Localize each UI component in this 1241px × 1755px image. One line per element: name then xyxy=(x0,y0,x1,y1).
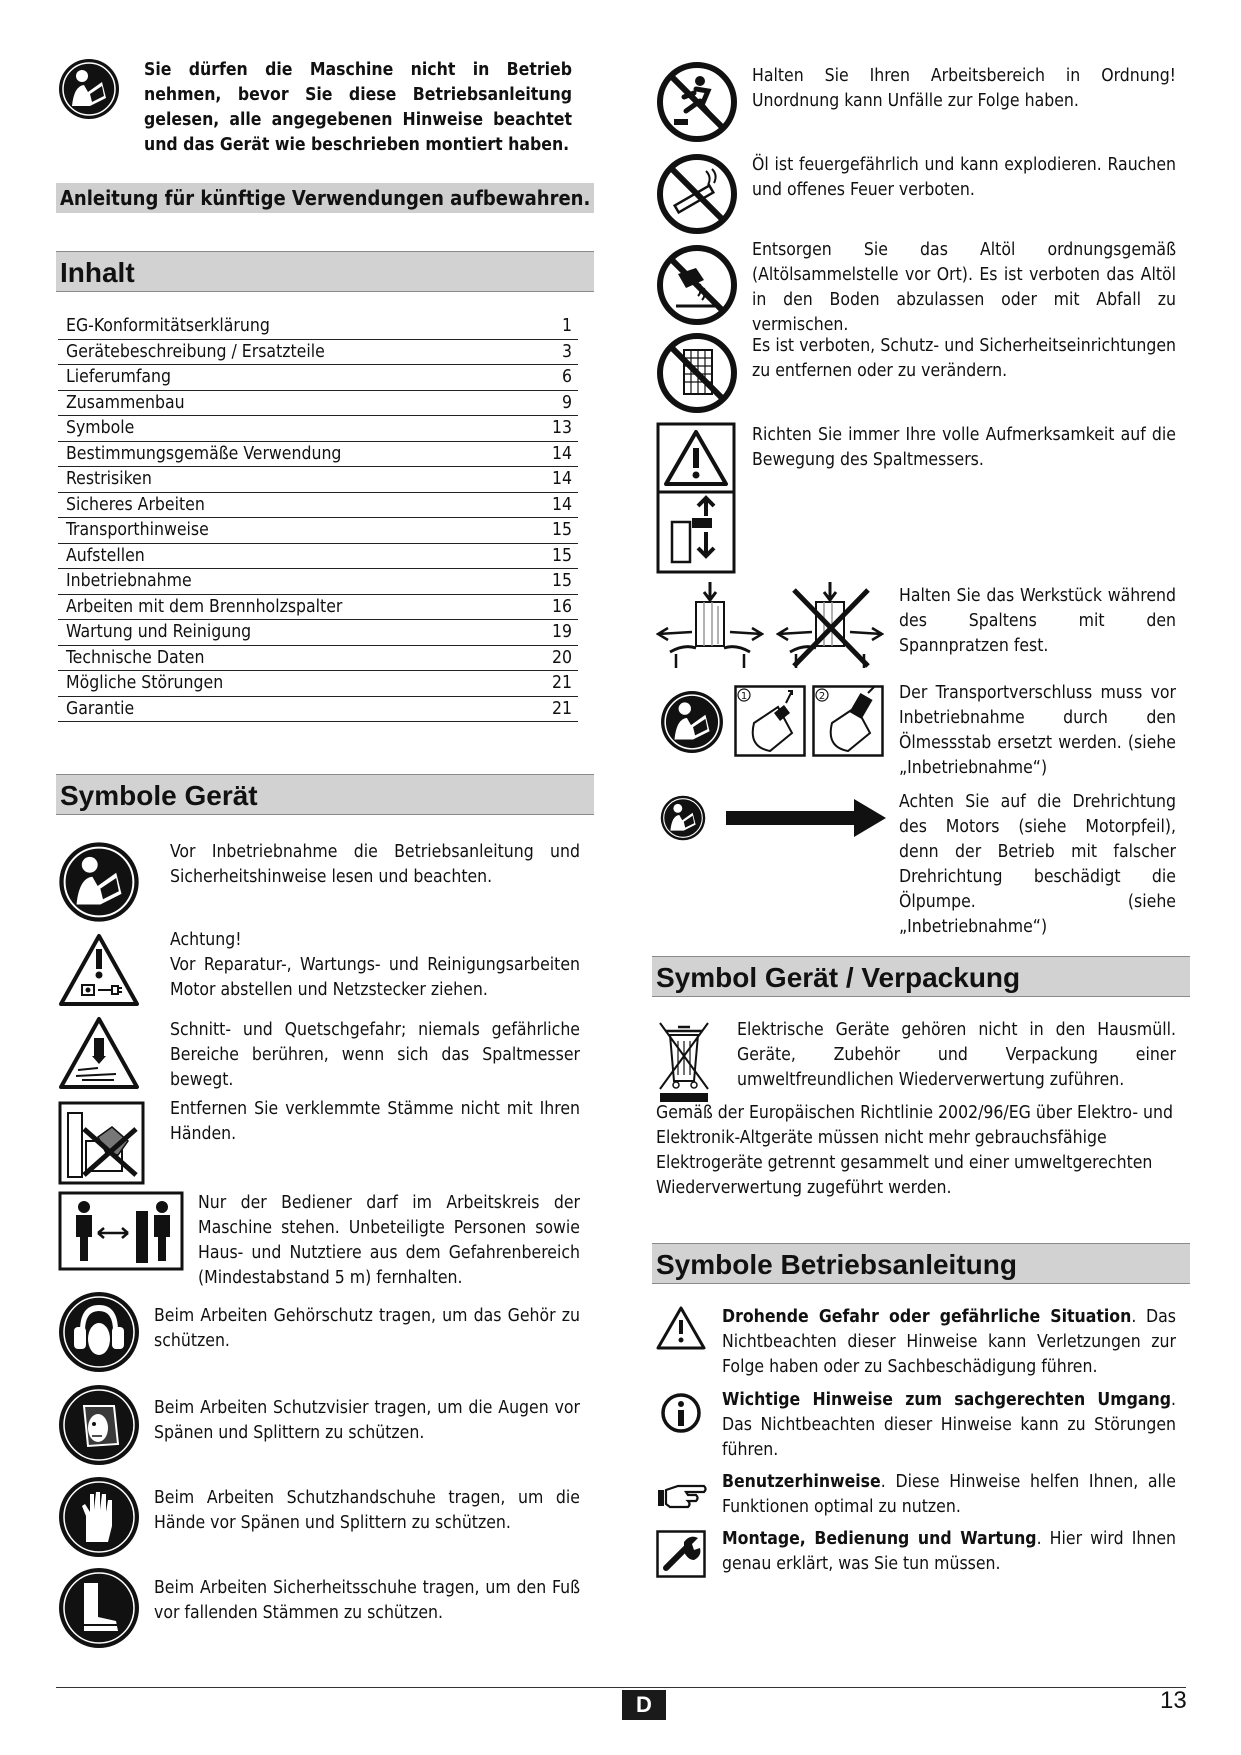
symbol-text: Vor Reparatur-, Wartungs- und Reinigungsarbeiten Motor abstellen und Netzstecker ziehen. xyxy=(170,955,580,1000)
manual-symbol-bold: Drohende Gefahr oder gefährliche Situation xyxy=(722,1307,1132,1327)
toc-page: 15 xyxy=(551,545,572,566)
weee-text: Elektrische Geräte gehören nicht in den Hausmüll. Geräte, Zubehör und Verpackung einer umweltfreundlichen Wiederverwertung zuführen. xyxy=(737,1020,1176,1090)
toc-row xyxy=(58,671,578,697)
safety-boots-icon xyxy=(58,1567,140,1649)
toc-label: Wartung und Reinigung xyxy=(66,622,252,642)
toc-page: 15 xyxy=(551,571,572,591)
manual-symbol-rest: . Diese Hinweise helfen Ihnen, alle Funktionen optimal zu nutzen. xyxy=(722,1472,1176,1517)
right-symbol-text: Öl ist feuergefährlich und kann explodieren. Rauchen und offenes Feuer verboten. xyxy=(752,155,1176,200)
toc-page: 14 xyxy=(551,443,572,464)
read-manual-icon xyxy=(58,841,140,923)
toc-page: 19 xyxy=(551,622,572,642)
right-symbol-text: Halten Sie Ihren Arbeitsbereich in Ordnung! Unordnung kann Unfälle zur Folge haben. xyxy=(752,66,1176,111)
toc-page: 3 xyxy=(561,341,572,362)
toc-label: Bestimmungsgemäße Verwendung xyxy=(66,443,342,464)
toc-label: EG-Konformitätserklärung xyxy=(66,316,270,336)
right-symbol-text: Richten Sie immer Ihre volle Aufmerksamkeit auf die Bewegung des Spaltmessers. xyxy=(752,425,1176,470)
oil-cap-step-1-icon xyxy=(734,685,806,757)
face-shield-icon xyxy=(58,1384,140,1466)
toc-row xyxy=(58,493,578,519)
toc-label: Sicheres Arbeiten xyxy=(66,494,205,515)
gloves-icon xyxy=(58,1476,140,1558)
toc-page: 9 xyxy=(561,392,572,413)
operator-distance-icon xyxy=(58,1191,184,1271)
symbol-text: Beim Arbeiten Schutzhandschuhe tragen, um die Hände vor Spänen und Splittern zu schützen. xyxy=(154,1488,580,1533)
weee-bin-icon xyxy=(656,1017,712,1103)
toc-label: Gerätebeschreibung / Ersatzteile xyxy=(66,341,325,362)
crush-hazard-icon xyxy=(58,1016,140,1090)
toc-page: 16 xyxy=(551,596,572,617)
svg-text:1: 1 xyxy=(740,691,748,702)
right-symbol-text: Der Transportverschluss muss vor Inbetriebnahme durch den Ölmessstab ersetzt werden. (siehe „Inbetriebnahme“) xyxy=(899,683,1176,778)
toc-label: Restrisiken xyxy=(66,469,152,489)
no-tripping-icon xyxy=(656,61,738,143)
verpackung-heading: Symbol Gerät / Verpackung xyxy=(652,956,1190,997)
motor-direction-arrow-icon xyxy=(726,797,886,839)
symbol-text: Nur der Bediener darf im Arbeitskreis der Maschine stehen. Unbeteiligte Personen sowie Haus- und Nutztiere aus dem Gefahrenbereich (Mindestabstand 5 m) fernhalten. xyxy=(198,1193,580,1288)
read-manual-icon xyxy=(58,58,120,120)
toc-page: 14 xyxy=(551,469,572,489)
toc-page: 14 xyxy=(551,494,572,515)
toc-label: Symbole xyxy=(66,418,135,438)
info-icon xyxy=(660,1392,702,1434)
toc-label: Inbetriebnahme xyxy=(66,571,192,591)
no-smoking-icon xyxy=(656,153,738,235)
keep-manual-note: Anleitung für künftige Verwendungen aufbewahren. xyxy=(56,183,594,213)
no-oil-dumping-icon xyxy=(656,244,738,326)
toc-row xyxy=(58,697,578,723)
toc-label: Transporthinweise xyxy=(66,520,209,540)
toc-label: Technische Daten xyxy=(66,647,205,668)
pointing-hand-icon xyxy=(656,1482,708,1512)
betriebsanleitung-heading: Symbole Betriebsanleitung xyxy=(652,1243,1190,1284)
toc-row xyxy=(58,569,578,595)
toc-row xyxy=(58,544,578,570)
toc-row xyxy=(58,442,578,468)
symbol-title: Achtung! xyxy=(170,930,242,950)
toc-label: Aufstellen xyxy=(66,545,145,566)
danger-warning-icon xyxy=(656,1306,706,1350)
manual-symbol-bold: Wichtige Hinweise zum sachgerechten Umgang xyxy=(722,1390,1171,1410)
right-symbol-text: Halten Sie das Werkstück während des Spaltens mit den Spannpratzen fest. xyxy=(899,586,1176,656)
right-symbol-text: Es ist verboten, Schutz- und Sicherheitseinrichtungen zu entfernen oder zu verändern. xyxy=(752,336,1176,381)
right-symbol-text: Achten Sie auf die Drehrichtung des Motors (siehe Motorpfeil), denn der Betrieb mit falscher Drehrichtung beschädigt die Ölpumpe. (siehe „Inbetriebnahme“) xyxy=(899,792,1176,937)
toc-page: 6 xyxy=(561,367,572,387)
toc-row xyxy=(58,416,578,442)
toc-label: Arbeiten mit dem Brennholzspalter xyxy=(66,596,343,617)
warning-unplug-icon xyxy=(58,933,140,1007)
no-one-hand-clamp-icon xyxy=(776,582,884,672)
footer-divider xyxy=(56,1687,1186,1688)
toc-row xyxy=(58,646,578,672)
manual-symbol-text xyxy=(722,1527,1176,1577)
symbol-text: Schnitt- und Quetschgefahr; niemals gefährliche Bereiche berühren, wenn sich das Spaltmesser bewegt. xyxy=(170,1020,580,1090)
no-removing-guards-icon xyxy=(656,332,738,414)
right-symbol-text: Entsorgen Sie das Altöl ordnungsgemäß (Altölsammelstelle vor Ort). Es ist verboten das Altöl in den Boden abzulassen oder mit Abfall zu vermischen. xyxy=(752,240,1176,335)
symbol-text: Vor Inbetriebnahme die Betriebsanleitung und Sicherheitshinweise lesen und beachten. xyxy=(170,842,580,887)
toc-heading: Inhalt xyxy=(56,251,594,292)
toc-label: Garantie xyxy=(66,698,135,719)
toc-label: Lieferumfang xyxy=(66,367,172,387)
toc-row xyxy=(58,340,578,366)
toc-row xyxy=(58,518,578,544)
manual-symbol-bold: Montage, Bedienung und Wartung xyxy=(722,1529,1037,1549)
attention-blade-icon xyxy=(656,422,736,574)
no-hands-jammed-log-icon xyxy=(58,1101,145,1185)
page-number: 13 xyxy=(1160,1687,1187,1714)
table-of-contents xyxy=(58,314,578,722)
toc-label: Zusammenbau xyxy=(66,392,185,413)
manual-symbol-text xyxy=(722,1470,1176,1520)
toc-page: 1 xyxy=(561,316,572,336)
symbol-text: Beim Arbeiten Schutzvisier tragen, um die Augen vor Spänen und Splittern zu schützen. xyxy=(154,1398,580,1443)
oil-cap-step-2-icon xyxy=(812,685,884,757)
symbol-text: Beim Arbeiten Gehörschutz tragen, um das Gehör zu schützen. xyxy=(154,1306,580,1351)
symbol-text: Beim Arbeiten Sicherheitsschuhe tragen, um den Fuß vor fallenden Stämmen zu schützen. xyxy=(154,1578,580,1623)
toc-page: 21 xyxy=(551,673,572,693)
symbol-text: Entfernen Sie verklemmte Stämme nicht mit Ihren Händen. xyxy=(170,1099,580,1144)
toc-page: 15 xyxy=(551,520,572,540)
toc-row xyxy=(58,467,578,493)
toc-row xyxy=(58,595,578,621)
language-badge: D xyxy=(622,1690,666,1720)
toc-row xyxy=(58,620,578,646)
symbole-geraet-heading: Symbole Gerät xyxy=(56,774,594,815)
toc-page: 21 xyxy=(551,698,572,719)
ear-protection-icon xyxy=(58,1291,140,1373)
svg-text:2: 2 xyxy=(818,691,826,702)
weee-directive: Gemäß der Europäischen Richtlinie 2002/96/EG über Elektro- und Elektronik-Altgeräte müssen nicht mehr gebrauchsfähige Elektrogeräte getrennt gesammelt und einer umweltgerechten Wiederverwertung zugeführt werden. xyxy=(656,1103,1173,1198)
manual-symbol-rest: . Das Nichtbeachten dieser Hinweise kann Verletzungen zur Folge haben oder zu Sachbeschädigung führen. xyxy=(722,1307,1176,1377)
manual-symbol-rest: . Hier wird Ihnen genau erklärt, was Sie tun müssen. xyxy=(722,1529,1176,1574)
read-manual-icon xyxy=(660,690,724,754)
manual-symbol-text xyxy=(722,1305,1176,1380)
manual-symbol-rest: . Das Nichtbeachten dieser Hinweise kann zu Störungen führen. xyxy=(722,1390,1176,1460)
toc-row xyxy=(58,365,578,391)
read-manual-icon xyxy=(660,795,706,841)
wrench-icon xyxy=(656,1530,706,1578)
clamp-workpiece-icon xyxy=(656,582,764,672)
toc-page: 20 xyxy=(551,647,572,668)
intro-warning: Sie dürfen die Maschine nicht in Betrieb nehmen, bevor Sie diese Betriebsanleitung gelesen, alle angegebenen Hinweise beachtet und das Gerät wie beschrieben montiert haben. xyxy=(144,60,572,155)
toc-row xyxy=(58,391,578,417)
toc-label: Mögliche Störungen xyxy=(66,673,224,693)
manual-symbol-bold: Benutzerhinweise xyxy=(722,1472,881,1492)
manual-symbol-text xyxy=(722,1388,1176,1463)
toc-row xyxy=(58,314,578,340)
toc-page: 13 xyxy=(551,418,572,438)
